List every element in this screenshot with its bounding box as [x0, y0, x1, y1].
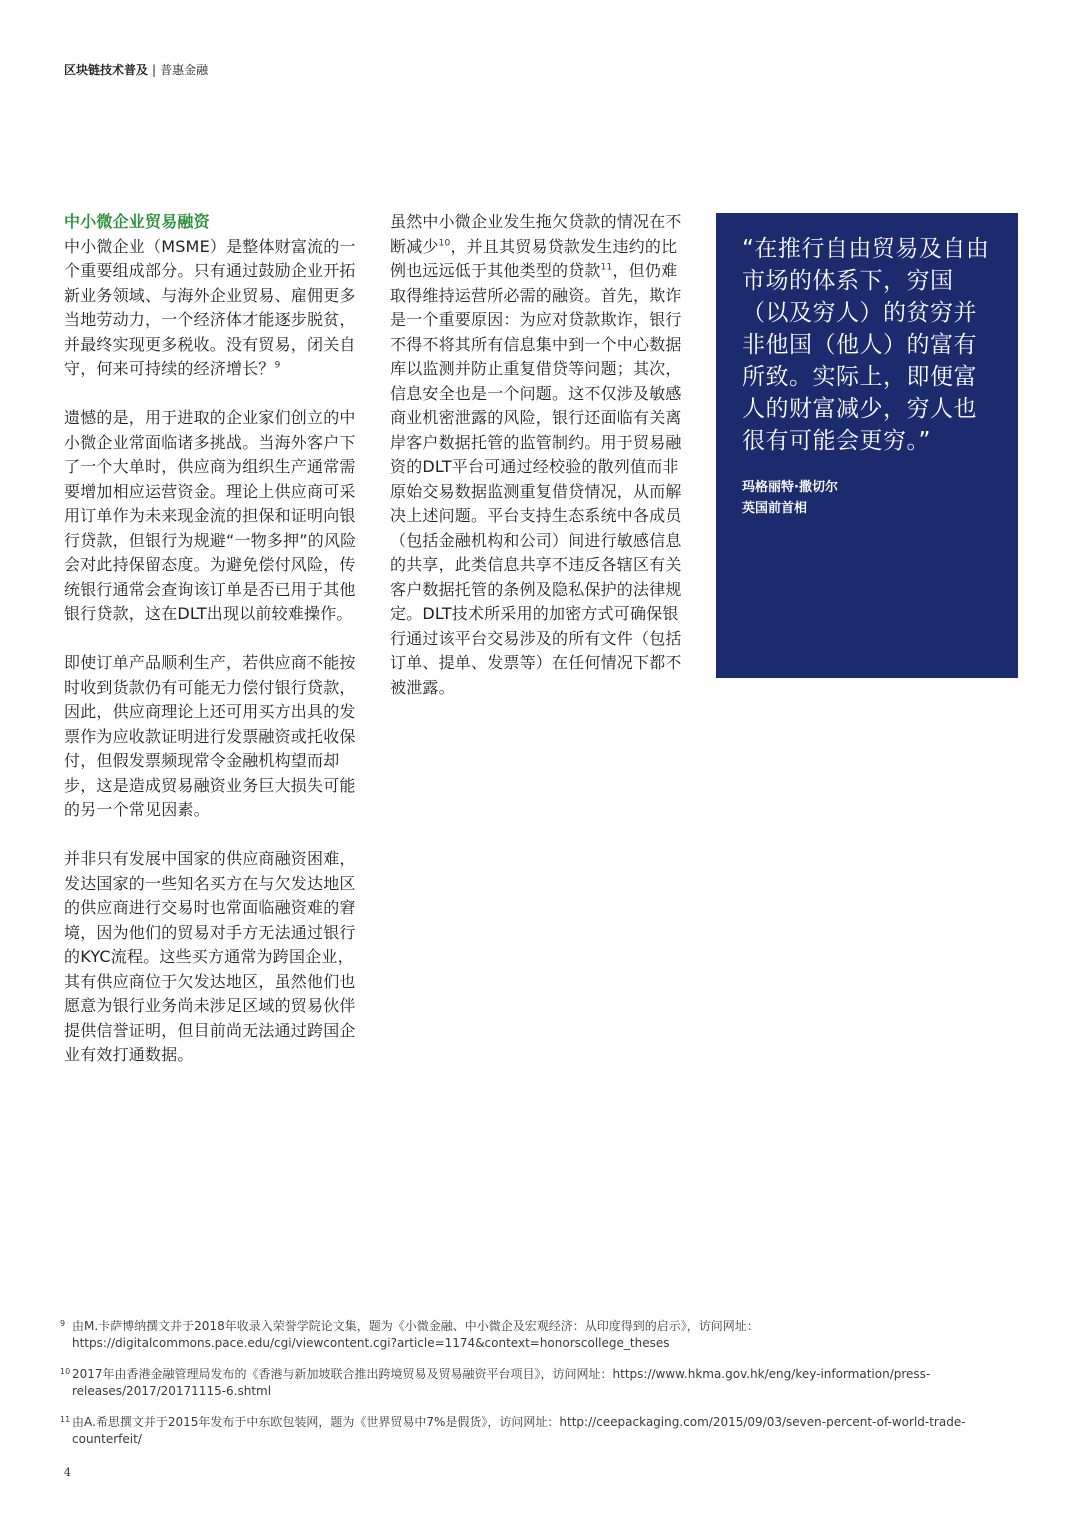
- footnote-text: 2017年由香港金融管理局发布的《香港与新加坡联合推出跨境贸易及贸易融资平台项目》，访问网址：https://www.hkma.gov.hk/eng/key-information/press-releases/2017/20171115-6.shtml: [72, 1367, 931, 1398]
- left-paragraph-3: 即使订单产品顺利生产，若供应商不能按时收到货款仍有可能无力偿付银行贷款，因此，供应商理论上还可用买方出具的发票作为应收款证明进行发票融资或托收保付，但假发票频现常令金融机构望而却步，这是造成贸易融资业务巨大损失可能的另一个常见因素。: [64, 653, 356, 819]
- page-number: 4: [64, 1466, 71, 1479]
- middle-paragraph-part-c: ，但仍难取得维持运营所必需的融资。首先，欺诈是一个重要原因：为应对贷款欺诈，银行不得不将其所有信息集中到一个中心数据库以监测并防止重复借贷等问题；其次，信息安全也是一个问题。这不仅涉及敏感商业机密泄露的风险，银行还面临有关离岸客户数据托管的监管制约。用于贸易融资的DLT平台可通过经校验的散列值而非原始交易数据监测重复借贷情况，从而解决上述问题。平台支持生态系统中各成员（包括金融机构和公司）间进行敏感信息的共享，此类信息共享不违反各辖区有关客户数据托管的条例及隐私保护的法律规定。DLT技术所采用的加密方式可确保银行通过该平台交易涉及的所有文件（包括订单、提单、发票等）在任何情况下都不被泄露。: [390, 261, 682, 697]
- footnote-mark: 10: [60, 1367, 71, 1376]
- footnotes: [60, 1318, 1020, 1462]
- quote-attribution: [742, 477, 998, 519]
- header-title: 区块链技术普及: [64, 63, 149, 77]
- quote-author-title: 英国前首相: [742, 501, 808, 516]
- left-paragraph-1: [64, 235, 358, 382]
- footnote-ref-10: 10: [438, 238, 451, 249]
- quote-author-name: 玛格丽特·撒切尔: [742, 480, 838, 495]
- footnote-mark: 11: [60, 1415, 71, 1424]
- pull-quote-box: [716, 213, 1018, 678]
- footnote-text: 由M.卡萨博纳撰文并于2018年收录入荣誉学院论文集，题为《小微金融、中小微企及宏观经济：从印度得到的启示》，访问网址：https://digitalcommons.pace.edu/cgi/viewcontent.cgi?article=1174&context=honorscollege_theses: [72, 1319, 759, 1350]
- left-paragraph-1-text: 中小微企业（MSME）是整体财富流的一个重要组成部分。只有通过鼓励企业开拓新业务领域、与海外企业贸易、雇佣更多当地劳动力，一个经济体才能逐步脱贫，并最终实现更多税收。没有贸易，闭关自守，何来可持续的经济增长？: [64, 236, 356, 378]
- left-paragraph-4: 并非只有发展中国家的供应商融资困难，发达国家的一些知名买方在与欠发达地区的供应商进行交易时也常面临融资难的窘境，因为他们的贸易对手方无法通过银行的KYC流程。这些买方通常为跨国企业，其有供应商位于欠发达地区，虽然他们也愿意为银行业务尚未涉足区域的贸易伙伴提供信誉证明，但目前尚无法通过跨国企业有效打通数据。: [64, 849, 356, 1064]
- middle-column: [390, 210, 686, 700]
- running-header: [64, 62, 208, 78]
- left-column: [64, 210, 358, 1068]
- footnote-9: [60, 1318, 1020, 1352]
- middle-paragraph-part-b: ，并且其贸易贷款发生违约的比例也远远低于其他类型的贷款: [390, 236, 678, 280]
- section-title: 中小微企业贸易融资: [64, 212, 210, 231]
- header-subtitle: 普惠金融: [160, 63, 209, 77]
- footnote-mark: 9: [60, 1319, 66, 1328]
- footnote-ref-11: 11: [600, 262, 613, 273]
- middle-paragraph-part-a: 虽然中小微企业发生拖欠贷款的情况在不断减少: [390, 212, 682, 256]
- footnote-10: [60, 1366, 1020, 1400]
- quote-text: “在推行自由贸易及自由市场的体系下，穷国（以及穷人）的贫穷并非他国（他人）的富有所致。实际上，即便富人的财富减少，穷人也很有可能会更穷。”: [742, 236, 990, 454]
- header-separator: |: [152, 63, 157, 77]
- footnote-text: 由A.希思撰文并于2015年发布于中东欧包装网，题为《世界贸易中7%是假货》，访问网址：http://ceepackaging.com/2015/09/03/seven-percent-of-world-trade-counterfeit/: [72, 1415, 966, 1446]
- footnote-11: [60, 1414, 1020, 1448]
- footnote-ref-9: 9: [274, 360, 281, 371]
- left-paragraph-2: 遗憾的是，用于进取的企业家们创立的中小微企业常面临诸多挑战。当海外客户下了一个大单时，供应商为组织生产通常需要增加相应运营资金。理论上供应商可采用订单作为未来现金流的担保和证明向银行贷款，但银行为规避“一物多押”的风险会对此持保留态度。为避免偿付风险，传统银行通常会查询该订单是否已用于其他银行贷款，这在DLT出现以前较难操作。: [64, 408, 357, 623]
- middle-paragraph: [390, 210, 686, 700]
